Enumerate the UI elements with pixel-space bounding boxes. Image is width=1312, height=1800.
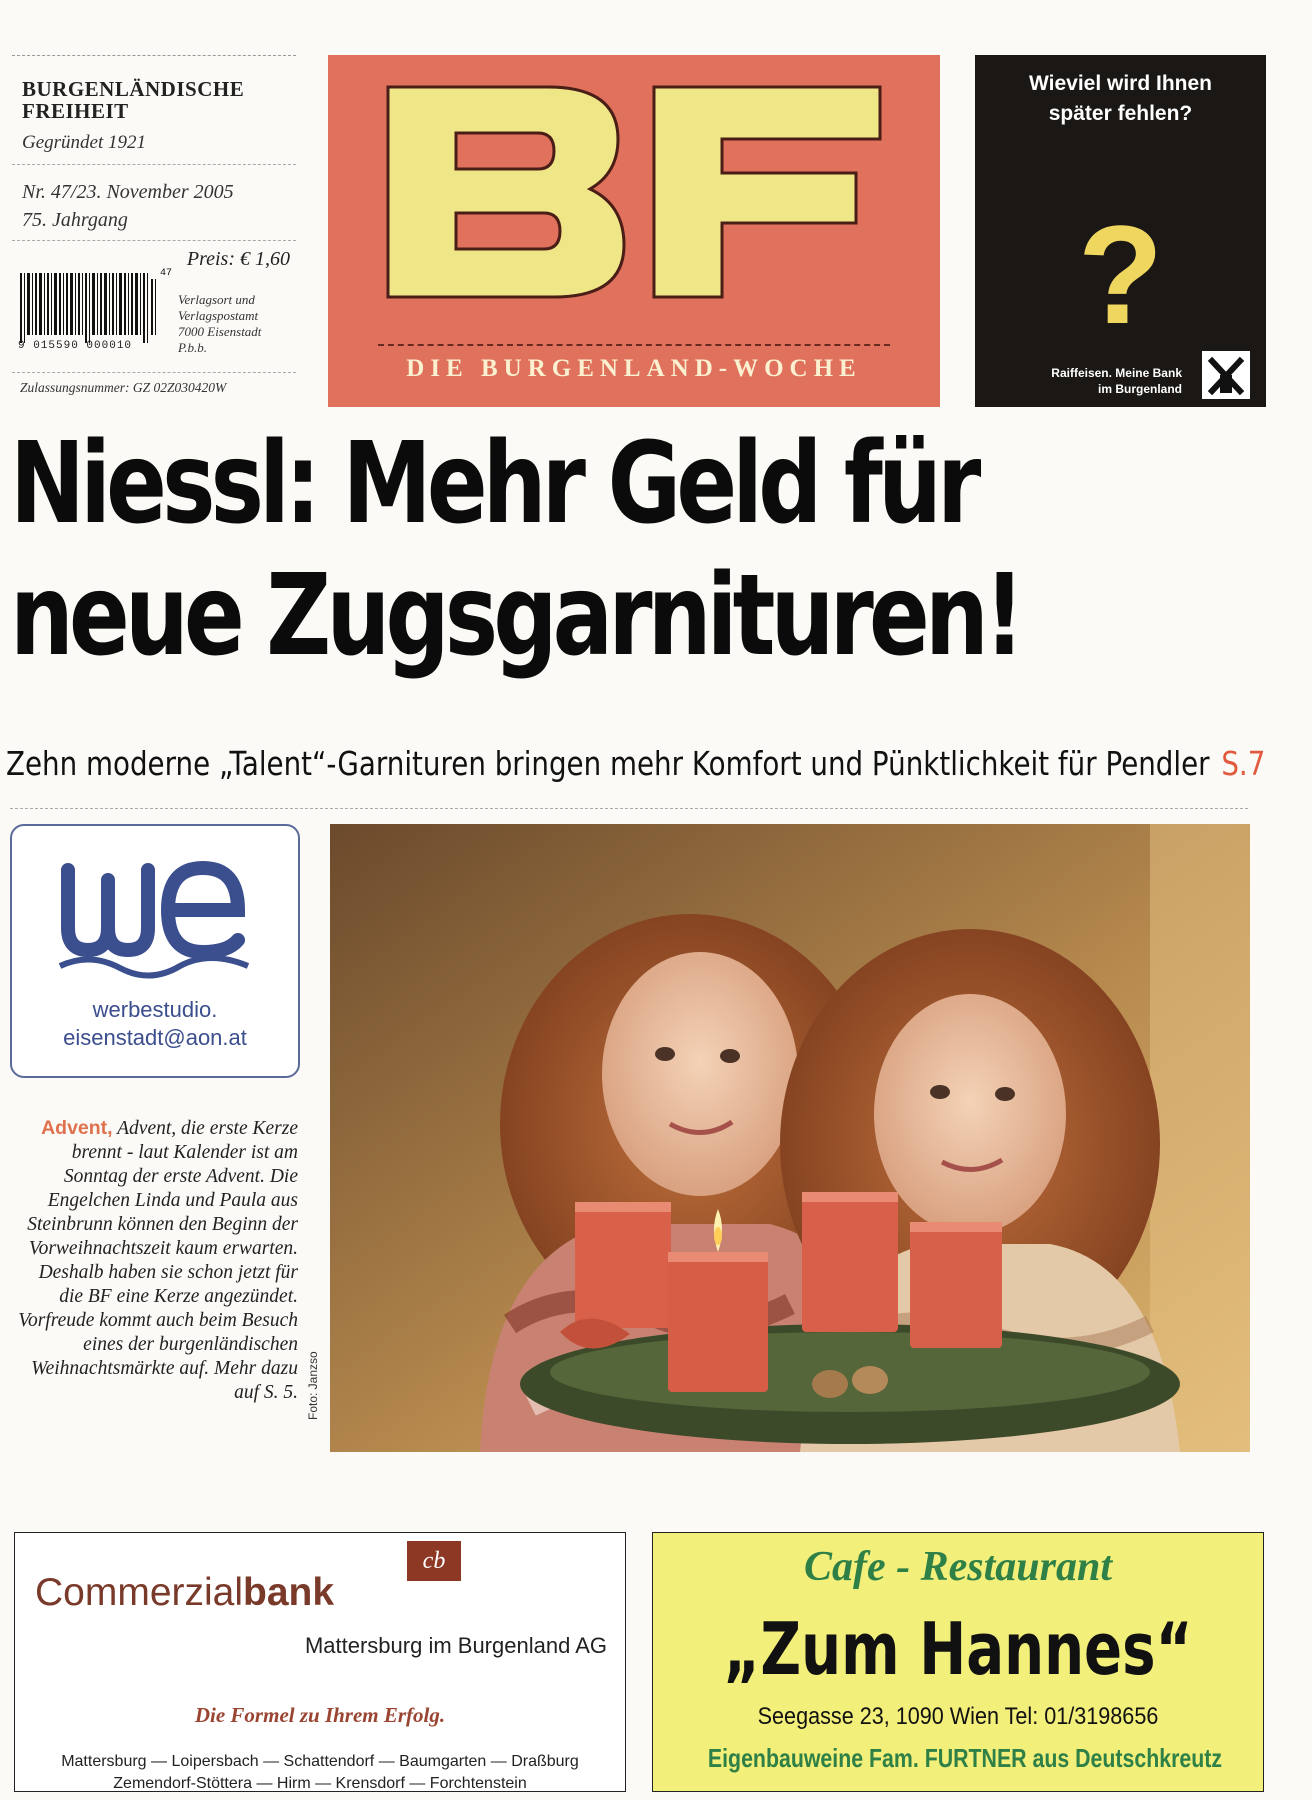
werbestudio-email[interactable]: eisenstadt@aon.at: [63, 1025, 247, 1050]
volume: 75. Jahrgang: [22, 209, 128, 231]
werbestudio-name: werbestudio.: [92, 997, 218, 1022]
werbestudio-contact: [12, 996, 298, 1052]
newspaper-logo: [328, 55, 940, 407]
werbestudio-ad[interactable]: [10, 824, 300, 1078]
verlag-line: P.b.b.: [178, 340, 208, 355]
raiffeisen-tagline: [1051, 365, 1182, 397]
caption-keyword: Advent,: [41, 1117, 113, 1139]
raiffeisen-question: [975, 69, 1266, 129]
bank-name-bold: bank: [243, 1571, 335, 1614]
page-reference[interactable]: S.7: [1221, 744, 1266, 783]
tagline-line: im Burgenland: [1097, 382, 1182, 396]
logo-divider: [378, 344, 890, 346]
verlag-info: [178, 292, 261, 356]
subheadline-text: Zehn moderne „Talent“-Garnituren bringen mehr Komfort und Pünktlichkeit für Pendler: [6, 744, 1210, 783]
photo-credit: Foto: Janzso: [306, 1351, 320, 1420]
subheadline: [6, 744, 1265, 783]
issue-number: Nr. 47/23. November 2005: [22, 181, 234, 203]
publication-name-line1: BURGENLÄNDISCHE: [22, 77, 245, 101]
main-headline: [10, 418, 1258, 682]
photo-caption: [18, 1116, 298, 1405]
divider: [10, 808, 1248, 809]
headline-line2: neue Zugsgarnituren!: [10, 551, 1021, 681]
question-line: Wieviel wird Ihnen: [1028, 72, 1212, 95]
verlag-line: Verlagsort und: [178, 292, 255, 307]
headline-line1: Niessl: Mehr Geld für: [10, 419, 977, 549]
verlag-line: Verlagspostamt: [178, 308, 259, 323]
cafe-wine-note: Eigenbauweine Fam. FURTNER aus Deutschkreutz: [707, 1743, 1223, 1773]
raiffeisen-ad[interactable]: [975, 55, 1266, 407]
cafe-restaurant-ad[interactable]: [652, 1532, 1264, 1792]
commerzialbank-name: [35, 1571, 334, 1615]
issue-info: [22, 178, 234, 234]
divider: [12, 164, 296, 165]
commerzialbank-ad[interactable]: [14, 1532, 626, 1792]
branches-line: Zemendorf-Stöttera — Hirm — Krensdorf — Forchtenstein: [113, 1775, 527, 1792]
publication-name-line2: FREIHEIT: [22, 99, 129, 123]
price: Preis: € 1,60: [186, 248, 290, 270]
bank-branches: [15, 1751, 625, 1795]
advent-photo: [330, 824, 1250, 1452]
divider: [12, 240, 296, 241]
werbestudio-logo-icon: [50, 840, 260, 990]
barcode-number: 9 015590 000010: [18, 340, 133, 352]
barcode-code: 47: [160, 268, 173, 279]
bank-slogan: Die Formel zu Ihrem Erfolg.: [194, 1703, 446, 1727]
question-line: später fehlen?: [1048, 102, 1193, 125]
logo-subtitle: DIE BURGENLAND-WOCHE: [406, 355, 862, 382]
publication-name: [22, 78, 244, 122]
divider: [12, 372, 296, 373]
masthead-info: [12, 55, 296, 396]
zulassung-number: Zulassungsnummer: GZ 02Z030420W: [20, 380, 227, 395]
founded-note: Gegründet 1921: [22, 132, 147, 153]
cafe-name: „Zum Hannes“: [723, 1607, 1193, 1691]
tagline-line: Raiffeisen. Meine Bank: [1051, 366, 1182, 380]
commerzialbank-logo-icon: cb: [407, 1541, 461, 1581]
bf-logo-letters: [378, 77, 890, 307]
bank-name-regular: Commerzial: [35, 1571, 244, 1614]
branches-line: Mattersburg — Loipersbach — Schattendorf — Baumgarten — Draßburg: [61, 1753, 579, 1770]
verlag-line: 7000 Eisenstadt: [178, 324, 262, 339]
bank-subtitle: Mattersburg im Burgenland AG: [304, 1633, 607, 1658]
cafe-address: Seegasse 23, 1090 Wien Tel: 01/3198656: [757, 1703, 1159, 1730]
question-mark: ?: [1077, 196, 1164, 353]
cafe-title: Cafe - Restaurant: [803, 1544, 1113, 1590]
barcode-icon: [18, 268, 164, 348]
caption-text: Advent, die erste Kerze brennt - laut Kalender ist am Sonntag der erste Advent. Die Engelchen Linda und Paula aus Steinbrunn können den Beginn der Vorweihnachtszeit kaum erwarten. Deshalb haben sie schon jetzt für die BF eine Kerze angezündet. Vorfreude kommt auch beim Besuch eines der burgenländischen Weihnachtsmärkte auf. Mehr dazu auf S. 5.: [18, 1118, 298, 1403]
raiffeisen-gable-cross-icon: [1202, 351, 1250, 399]
